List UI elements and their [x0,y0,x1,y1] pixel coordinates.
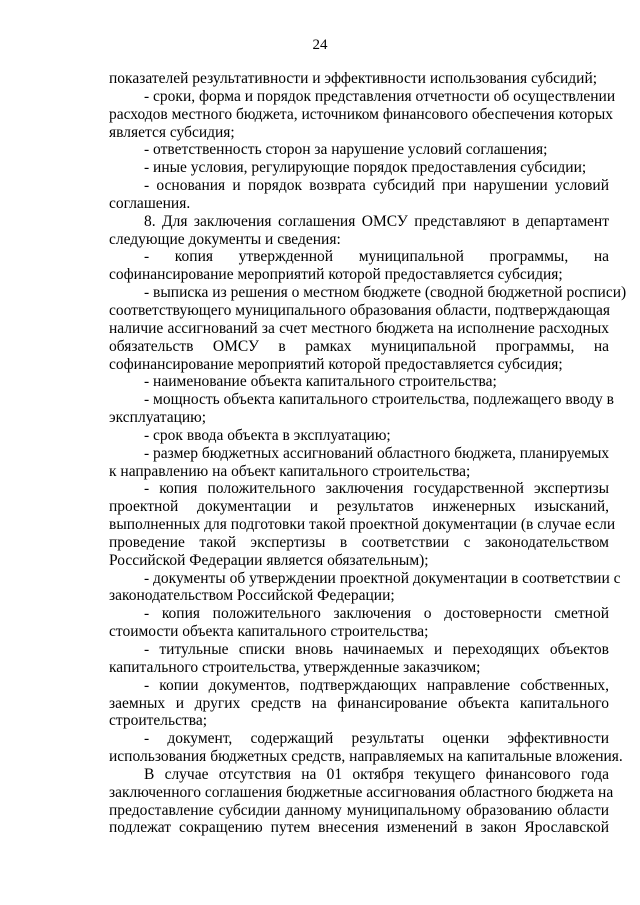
text-line: - размер бюджетных ассигнований областного бюджета, планируемых [144,444,610,462]
text-line: - выписка из решения о местном бюджете (сводной бюджетной росписи) [144,284,627,302]
text-line: - документы об утверждении проектной документации в соответствии с [144,569,621,587]
text-line: капитального строительства, утвержденные заказчиком; [109,658,481,676]
text-line: соглашения. [109,194,191,212]
text-line: показателей результативности и эффективности использования субсидий; [109,70,598,87]
text-line: расходов местного бюджета, источником финансового обеспечения которых [109,105,614,123]
text-line: заключенного соглашения бюджетные ассигнования областного бюджета на [109,783,614,801]
text-line: 8. Для заключения соглашения ОМСУ представляют в департамент [144,212,609,230]
text-line: - копия утвержденной муниципальной программы, на [144,248,609,266]
text-line: - сроки, форма и порядок представления отчетности об осуществлении [144,87,616,105]
text-line: - срок ввода объекта в эксплуатацию; [144,426,391,444]
text-line: Российской Федерации является обязательным); [109,551,429,569]
text-line: соответствующего муниципального образования области, подтверждающая [109,301,611,319]
text-line: проектной документации и результатов инженерных изысканий, [109,498,609,516]
body-text [109,70,627,837]
text-line: - копии документов, подтверждающих направление собственных, [144,676,609,694]
text-line: предоставление субсидии данному муниципальному образованию области [109,801,609,819]
text-line: - ответственность сторон за нарушение условий соглашения; [144,141,548,159]
text-line: - титульные списки вновь начинаемых и переходящих объектов [144,641,609,658]
text-line: эксплуатацию; [109,409,207,427]
text-line: следующие документы и сведения: [109,230,341,248]
text-line: является субсидия; [109,123,235,141]
text-line: софинансирование мероприятий которой предоставляется субсидия; [109,266,563,284]
text-line: выполненных для подготовки такой проектной документации (в случае если [109,516,616,534]
text-line: использования бюджетных средств, направляемых на капитальные вложения. [109,748,623,766]
text-line: обязательств ОМСУ в рамках муниципальной программы, на [109,337,609,355]
text-line: проведение такой экспертизы в соответствии с законодательством [109,533,609,551]
text-line: к направлению на объект капитального строительства; [109,462,471,480]
text-line: - копия положительного заключения государственной экспертизы [144,480,609,498]
text-line: В случае отсутствия на 01 октября текущего финансового года [144,765,609,783]
text-line: заемных и других средств на финансирование объекта капитального [109,694,609,712]
text-line: наличие ассигнований за счет местного бюджета на исполнение расходных [109,319,609,337]
text-line: - иные условия, регулирующие порядок предоставления субсидии; [144,159,587,177]
page-number: 24 [312,37,328,53]
text-line: законодательством Российской Федерации; [109,587,395,605]
text-line: - копия положительного заключения о достоверности сметной [144,605,609,623]
text-line: - документ, содержащий результаты оценки эффективности [144,730,609,748]
text-line: - основания и порядок возврата субсидий при нарушении условий [144,177,609,195]
text-line: подлежат сокращению путем внесения изменений в закон Ярославской [109,819,609,837]
text-line: стоимости объекта капитального строительства; [109,623,429,641]
text-line: - наименование объекта капитального строительства; [144,373,497,391]
text-line: строительства; [109,712,208,730]
text-line: софинансирование мероприятий которой предоставляется субсидия; [109,355,563,373]
text-line: - мощность объекта капитального строительства, подлежащего вводу в [144,391,614,409]
